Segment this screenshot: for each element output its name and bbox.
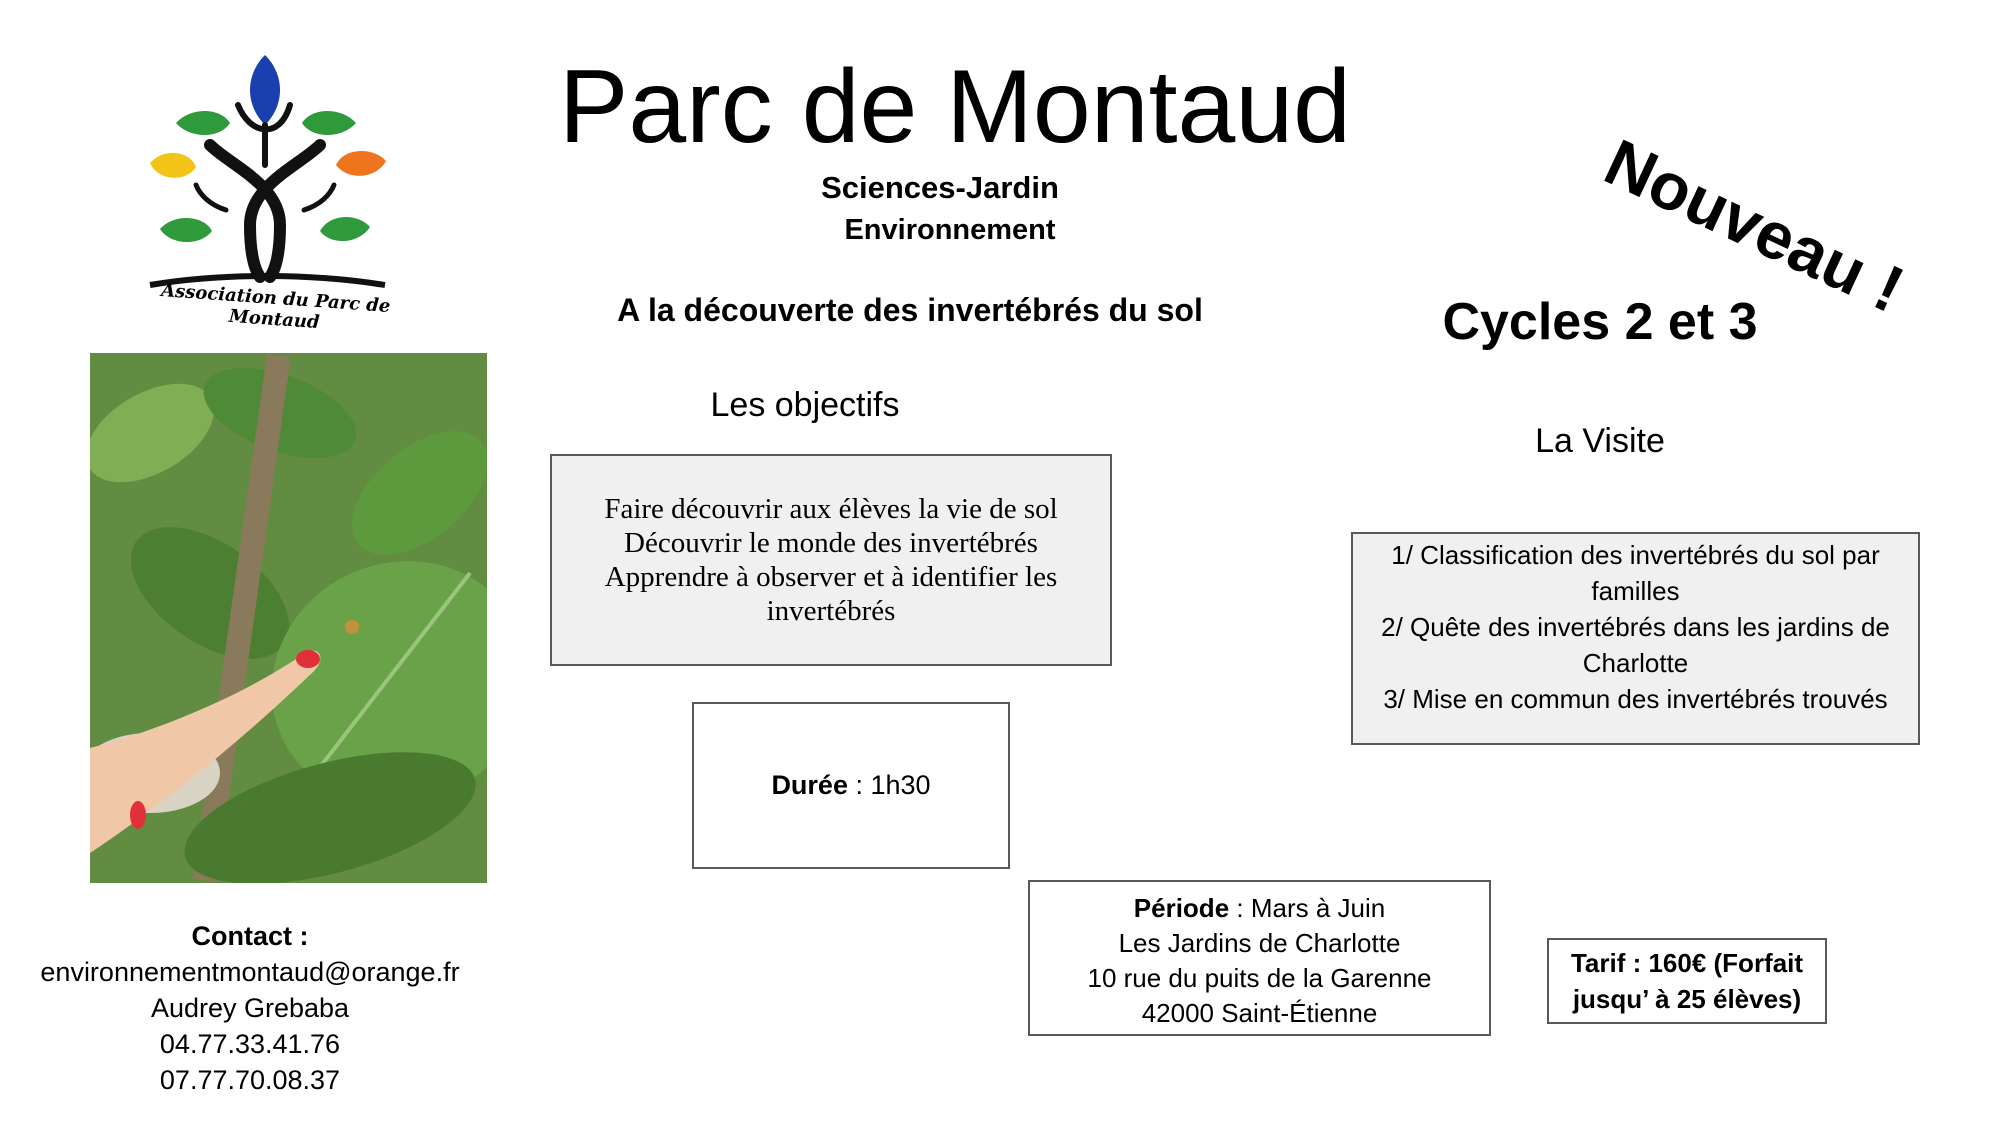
duration-label: Durée [771, 770, 848, 800]
contact-block [20, 918, 480, 1098]
orange-leaf-icon [336, 151, 386, 176]
objective-item: Découvrir le monde des invertébrés [624, 527, 1038, 559]
subtitle-environnement: Environnement [844, 214, 1056, 246]
blue-leaf-icon [250, 55, 280, 125]
visit-step: 2/ Quête des invertébrés dans les jardins de Charlotte [1381, 612, 1890, 678]
subtitle-sciences-jardin: Sciences-Jardin [821, 170, 1059, 205]
contact-phone[interactable]: 07.77.70.08.37 [159, 1065, 341, 1095]
duration-box [692, 702, 1010, 869]
duration-value: 1h30 [870, 770, 931, 800]
logo-text: Association du Parc de Montaud [160, 280, 391, 334]
contact-label: Contact : [191, 921, 309, 951]
green-leaf-icon [160, 218, 212, 242]
objective-item: Faire découvrir aux élèves la vie de sol [604, 493, 1058, 525]
visit-steps-box [1351, 532, 1920, 745]
cycles-heading: Cycles 2 et 3 [1442, 293, 1758, 351]
period-box [1028, 880, 1491, 1036]
contact-name: Audrey Grebaba [150, 993, 350, 1023]
leaf-finger-snail-photo [90, 353, 487, 883]
yellow-leaf-icon [150, 153, 196, 178]
objective-item: Apprendre à observer et à identifier les invertébrés [604, 561, 1058, 627]
new-badge: Nouveau ! [1594, 124, 1915, 327]
duration-separator: : [847, 770, 871, 800]
objectives-title: Les objectifs [710, 386, 900, 424]
objectives-box [550, 454, 1112, 666]
period-address: 10 rue du puits de la Garenne [1087, 963, 1432, 993]
price-box: Tarif : 160€ (Forfait jusqu’ à 25 élèves) [1547, 938, 1827, 1024]
contact-phone[interactable]: 04.77.33.41.76 [159, 1029, 341, 1059]
page-title: Parc de Montaud [558, 49, 1352, 165]
period-location: Les Jardins de Charlotte [1118, 928, 1401, 958]
period-label: Période [1133, 893, 1230, 923]
green-leaf-icon [302, 111, 356, 135]
green-leaf-icon [176, 111, 230, 135]
visit-title: La Visite [1535, 422, 1665, 460]
contact-email[interactable]: environnementmontaud@orange.fr [40, 957, 460, 987]
period-value: : Mars à Juin [1229, 893, 1386, 923]
green-leaf-icon [320, 217, 370, 241]
discovery-heading: A la découverte des invertébrés du sol [617, 292, 1203, 328]
period-city: 42000 Saint-Étienne [1141, 998, 1378, 1028]
visit-step: 1/ Classification des invertébrés du sol par familles [1391, 540, 1880, 606]
visit-step: 3/ Mise en commun des invertébrés trouvés [1383, 684, 1888, 714]
